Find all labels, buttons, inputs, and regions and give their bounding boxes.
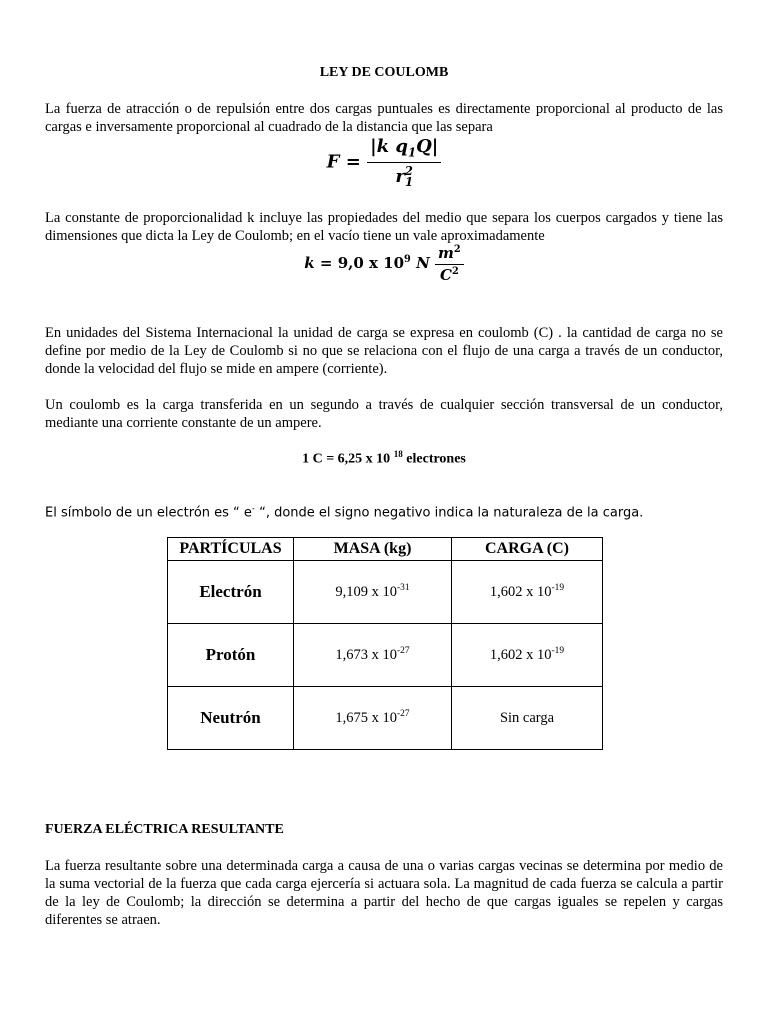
header-mass: MASA (kg) [294, 538, 452, 561]
formula-lhs: F = [326, 151, 361, 173]
particle-mass: 9,109 x $10^{-31}$ [294, 561, 452, 624]
electron-symbol-sentence: El símbolo de un electrón es “ e- “, donde el signo negativo indica la naturaleza de la carga. [45, 503, 644, 521]
header-charge: CARGA (C) [452, 538, 603, 561]
particle-mass: 1,675 x $10^{-27}$ [294, 687, 452, 750]
table-header-row [168, 538, 603, 561]
formula-denominator: $r^2_1$ [395, 163, 414, 190]
resultant-force-paragraph: La fuerza resultante sobre una determinada carga a causa de una o varias cargas vecinas se determina por medio de la suma vectorial de la fuerza que cada carga ejercería si actuara sola. La magnitud de cada fuerza se calcula a partir de la ley de Coulomb; la dirección se determina a partir del hecho de que cargas iguales se repelen y cargas diferentes se atraen. [45, 858, 723, 928]
particle-name: Neutrón [168, 687, 294, 750]
formula-fraction [367, 136, 441, 189]
constant-paragraph: La constante de proporcionalidad k incluye las propiedades del medio que separa los cuerpos cargados y tiene las dimensiones que dicta la Ley de Coulomb; en el vacío tiene un vale aproximadamente [45, 210, 723, 244]
intro-paragraph: La fuerza de atracción o de repulsión entre dos cargas puntuales es directamente proporcional al producto de las cargas e inversamente proporcional al cuadrado de la distancia que las separa [45, 101, 723, 135]
table-row [168, 624, 603, 687]
coulomb-electron-equivalence: 1 C = 6,25 x 10 $^{18}$ electrones [302, 449, 466, 467]
particle-charge: 1,602 x $10^{-19}$ [452, 624, 603, 687]
particle-mass: 1,673 x $10^{-27}$ [294, 624, 452, 687]
particle-charge: Sin carga [452, 687, 603, 750]
header-particles: PARTÍCULAS [168, 538, 294, 561]
document-title: LEY DE COULOMB [319, 65, 449, 80]
k-units-fraction: $\frac{m^2}{C^2}$ [435, 244, 464, 284]
particles-table [167, 537, 603, 750]
units-paragraph: En unidades del Sistema Internacional la unidad de carga se expresa en coulomb (C) . la cantidad de carga no se define por medio de la Ley de Coulomb si no que se relaciona con el flujo de una carga a través de un conductor, donde la velocidad del flujo se mide en ampere (corriente). [45, 325, 723, 377]
particle-name: Electrón [168, 561, 294, 624]
table-row [168, 561, 603, 624]
constant-k-formula: k = 9,0 x $10^9$ N $\frac{m^2}{C^2}$ [45, 244, 723, 284]
particle-name: Protón [168, 624, 294, 687]
coulomb-force-formula [45, 136, 723, 189]
coulomb-definition-paragraph: Un coulomb es la carga transferida en un segundo a través de cualquier sección transversal de un conductor, mediante una corriente constante de un ampere. [45, 397, 723, 431]
table-row [168, 687, 603, 750]
formula-numerator: |k $q_1Q|$ [367, 136, 441, 163]
section-heading-resultant-force: FUERZA ELÉCTRICA RESULTANTE [45, 822, 284, 837]
particle-charge: 1,602 x $10^{-19}$ [452, 561, 603, 624]
